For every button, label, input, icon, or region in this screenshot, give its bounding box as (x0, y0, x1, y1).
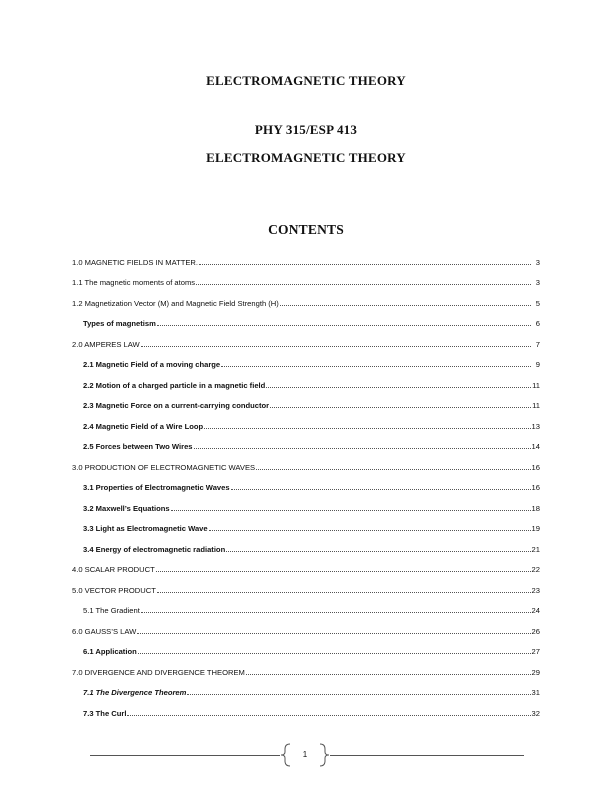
toc-entry-title: Types of magnetism (83, 319, 156, 328)
toc-dot-leader (204, 428, 530, 429)
toc-entry-page: 9 (535, 360, 540, 369)
toc-dot-leader (256, 469, 530, 470)
toc-entry[interactable] (72, 513, 540, 534)
toc-entry[interactable] (72, 677, 540, 698)
toc-entry-page: 31 (531, 688, 540, 697)
toc-entry-page: 7 (535, 339, 540, 349)
toc-entry-title: 2.3 Magnetic Force on a current-carrying conductor (83, 401, 270, 410)
toc-entry-page: 26 (531, 626, 540, 636)
toc-entry-title: 6.1 Application (83, 647, 137, 656)
toc-dot-leader (196, 284, 531, 285)
table-of-contents (72, 246, 540, 718)
contents-heading: CONTENTS (268, 222, 344, 237)
toc-entry-page: 16 (531, 462, 540, 472)
toc-dot-leader (226, 551, 530, 552)
course-title: ELECTROMAGNETIC THEORY (206, 150, 406, 165)
toc-dot-leader (280, 305, 531, 306)
toc-entry-title: 3.0 PRODUCTION OF ELECTROMAGNETIC WAVES (72, 462, 256, 472)
toc-dot-leader (141, 612, 531, 613)
toc-dot-leader (246, 674, 531, 675)
toc-dot-leader (137, 633, 530, 634)
toc-dot-leader (194, 448, 531, 449)
toc-entry-page: 19 (531, 524, 540, 533)
toc-entry-page: 3 (535, 257, 540, 267)
toc-dot-leader (141, 346, 531, 347)
toc-entry-page: 32 (531, 708, 540, 718)
toc-entry[interactable] (72, 267, 540, 288)
toc-entry-title: 3.4 Energy of electromagnetic radiation (83, 544, 226, 554)
toc-entry-title: 4.0 SCALAR PRODUCT (72, 565, 155, 574)
toc-dot-leader (127, 715, 530, 716)
toc-entry-page: 18 (531, 503, 540, 513)
toc-dot-leader (157, 592, 531, 593)
toc-dot-leader (157, 325, 531, 326)
toc-entry[interactable] (72, 328, 540, 349)
toc-entry-title: 1.1 The magnetic moments of atoms (72, 278, 196, 287)
toc-entry-title: 3.3 Light as Electromagnetic Wave (83, 524, 208, 533)
toc-entry-page: 11 (532, 380, 540, 390)
toc-entry[interactable] (72, 554, 540, 575)
toc-entry[interactable] (72, 451, 540, 472)
toc-entry[interactable] (72, 574, 540, 595)
toc-entry[interactable] (72, 246, 540, 267)
toc-dot-leader (221, 366, 531, 367)
toc-entry-page: 6 (535, 319, 540, 328)
toc-dot-leader (270, 407, 531, 408)
toc-dot-leader (156, 571, 531, 572)
toc-entry[interactable] (72, 697, 540, 718)
course-code: PHY 315/ESP 413 (254, 122, 358, 137)
toc-dot-leader (209, 530, 531, 531)
toc-entry-title: 7.3 The Curl (83, 708, 127, 718)
toc-entry-title: 7.0 DIVERGENCE AND DIVERGENCE THEOREM (72, 667, 245, 677)
toc-entry-title: 2.2 Motion of a charged particle in a magnetic field (83, 380, 266, 390)
toc-entry-page: 3 (535, 278, 540, 287)
toc-entry[interactable] (72, 308, 540, 329)
toc-entry-page: 21 (531, 544, 540, 554)
toc-entry-title: 5.0 VECTOR PRODUCT (72, 585, 156, 595)
toc-entry-title: 3.2 Maxwell’s Equations (83, 503, 170, 513)
toc-entry[interactable] (72, 349, 540, 370)
toc-entry-title: 3.1 Properties of Electromagnetic Waves (83, 483, 230, 492)
toc-entry-title: 1.2 Magnetization Vector (M) and Magnetic Field Strength (H) (72, 298, 279, 308)
toc-entry-title: 1.0 MAGNETIC FIELDS IN MATTER. (72, 257, 199, 267)
toc-entry-title: 2.1 Magnetic Field of a moving charge (83, 360, 221, 369)
toc-entry[interactable] (72, 595, 540, 616)
toc-dot-leader (187, 694, 530, 695)
toc-entry[interactable] (72, 472, 540, 493)
toc-dot-leader (231, 489, 531, 490)
toc-entry-page: 11 (532, 401, 540, 410)
toc-entry-title: 5.1 The Gradient (83, 606, 140, 615)
toc-entry-page: 27 (531, 647, 540, 656)
toc-entry-page: 23 (531, 585, 540, 595)
toc-entry-page: 24 (531, 606, 540, 615)
toc-entry[interactable] (72, 492, 540, 513)
toc-entry-page: 13 (531, 421, 540, 431)
toc-entry[interactable] (72, 431, 540, 452)
footer-rule-left (90, 755, 280, 756)
toc-entry[interactable] (72, 615, 540, 636)
toc-entry-page: 5 (535, 298, 540, 308)
toc-entry-title: 2.4 Magnetic Field of a Wire Loop (83, 421, 204, 431)
toc-entry[interactable] (72, 636, 540, 657)
toc-entry-page: 22 (531, 565, 540, 574)
toc-entry-title: 6.0 GAUSS’S LAW (72, 626, 137, 636)
toc-entry[interactable] (72, 390, 540, 411)
toc-entry-page: 14 (531, 442, 540, 451)
toc-dot-leader (138, 653, 531, 654)
toc-entry-title: 2.5 Forces between Two Wires (83, 442, 193, 451)
footer-rule-right (330, 755, 524, 756)
toc-entry[interactable] (72, 533, 540, 554)
toc-dot-leader (266, 387, 531, 388)
document-title: ELECTROMAGNETIC THEORY (206, 73, 406, 88)
page-number: 1 (302, 750, 308, 759)
toc-entry-title: 7.1 The Divergence Theorem (83, 688, 187, 697)
toc-entry[interactable] (72, 287, 540, 308)
toc-entry[interactable] (72, 410, 540, 431)
toc-entry[interactable] (72, 656, 540, 677)
toc-entry-title: 2.0 AMPERES LAW (72, 339, 140, 349)
toc-entry[interactable] (72, 369, 540, 390)
toc-dot-leader (199, 264, 531, 265)
toc-entry-page: 16 (531, 483, 540, 492)
toc-entry-page: 29 (531, 667, 540, 677)
toc-dot-leader (171, 510, 531, 511)
